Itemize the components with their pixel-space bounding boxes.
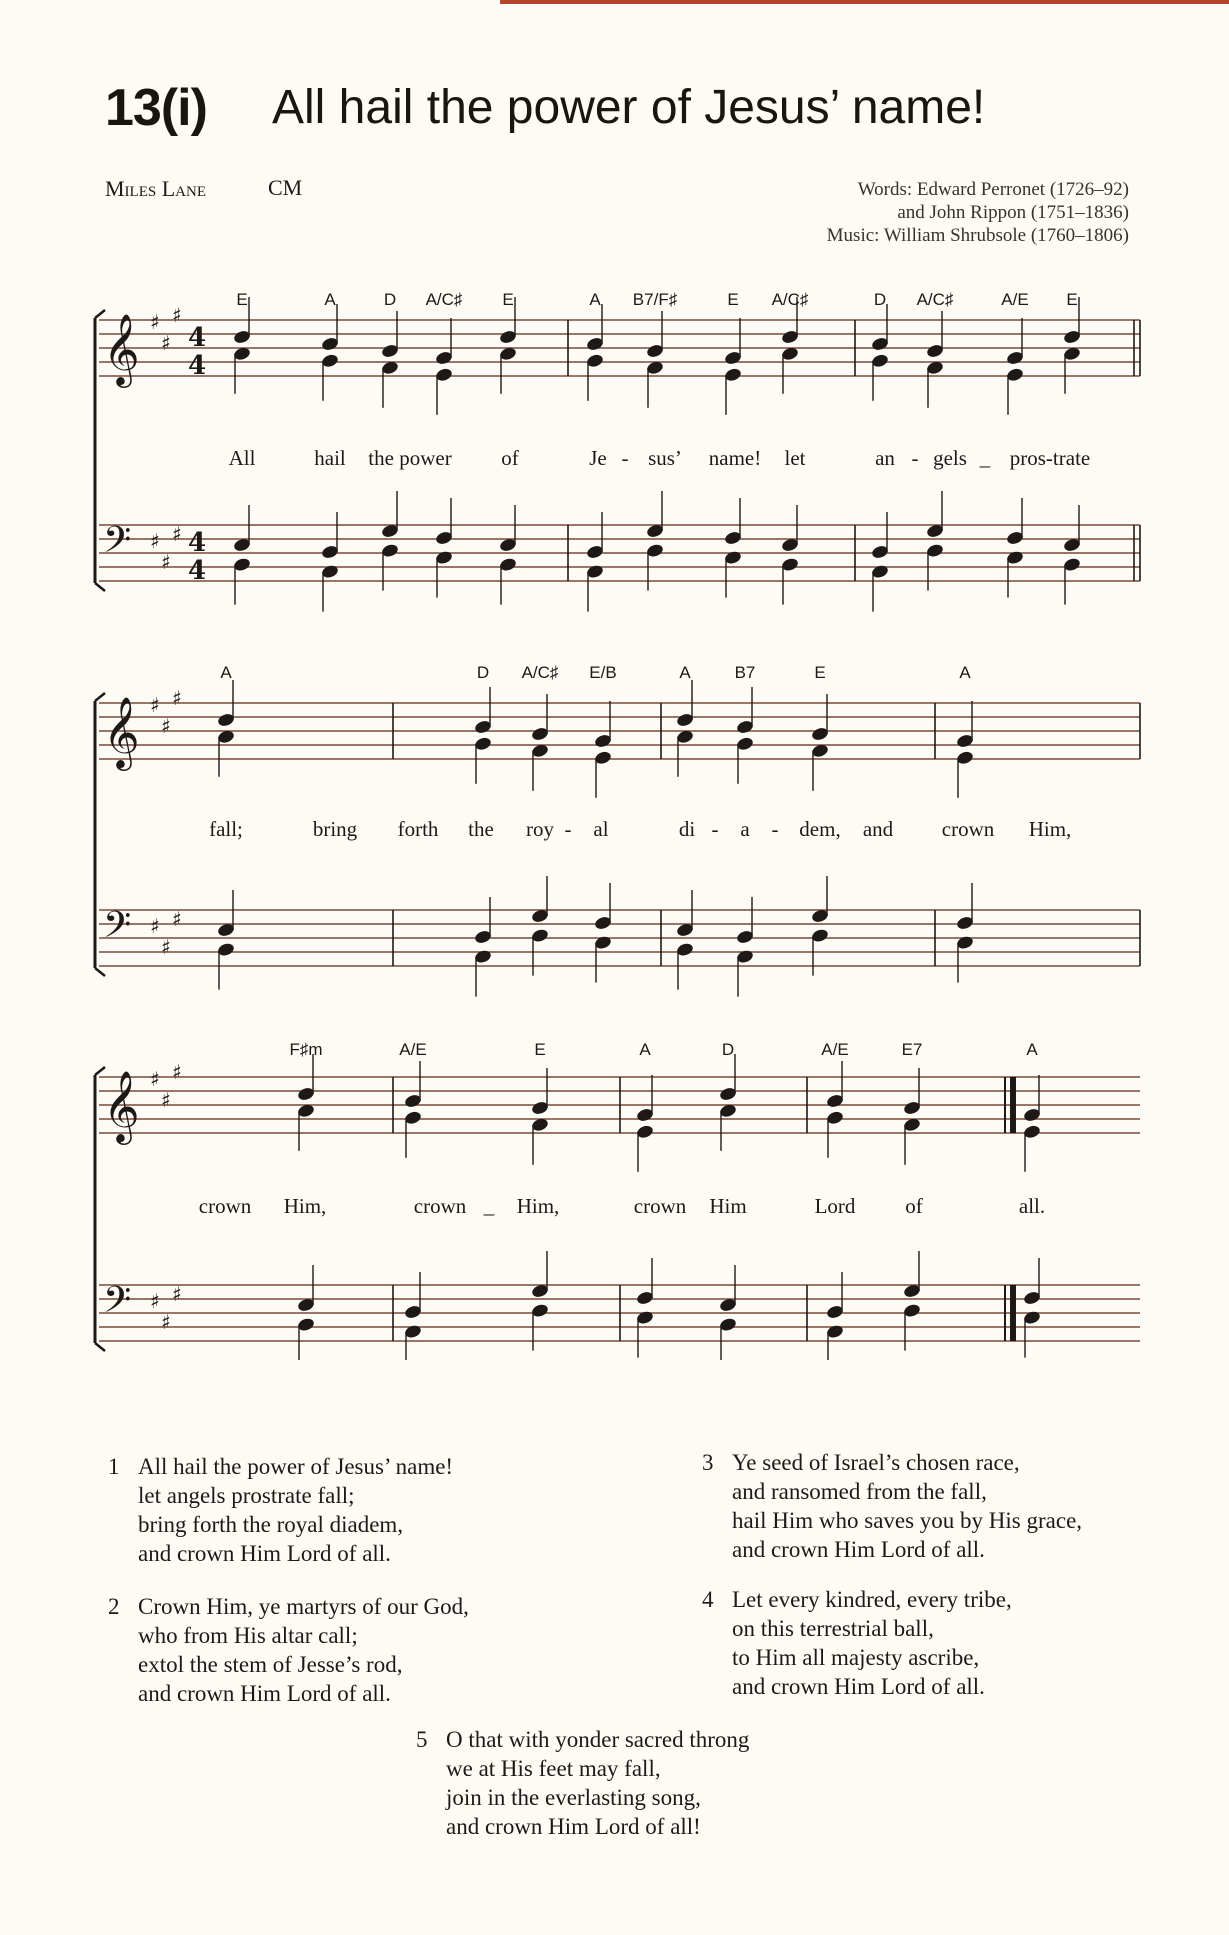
verse-line: extol the stem of Jesse’s rod, bbox=[138, 1652, 403, 1677]
lyric-syllable: crown bbox=[198, 1194, 252, 1218]
sharp-icon: ♯ bbox=[161, 714, 171, 738]
chord-symbol: E bbox=[1066, 290, 1078, 309]
lyric-syllable: an bbox=[875, 446, 895, 470]
chord-symbol: A/C♯ bbox=[521, 663, 559, 682]
verse-line: and crown Him Lord of all! bbox=[446, 1814, 701, 1839]
verse-number: 1 bbox=[108, 1454, 120, 1479]
chord-symbol: E/B bbox=[589, 663, 617, 682]
sharp-icon: ♯ bbox=[161, 331, 171, 355]
lyric-syllable: sus’ bbox=[648, 446, 682, 470]
chord-symbol: D bbox=[383, 290, 397, 309]
verse-4 bbox=[702, 1585, 1012, 1701]
treble-staff bbox=[99, 1060, 1140, 1145]
sharp-icon: ♯ bbox=[150, 914, 160, 938]
lyric-syllable: name! bbox=[708, 446, 762, 470]
chord-symbol: A/E bbox=[399, 1040, 427, 1059]
bass-clef-icon: 𝄢 bbox=[103, 904, 132, 955]
verse-number: 5 bbox=[416, 1727, 428, 1752]
chord-symbol: E bbox=[236, 290, 248, 309]
lyric-syllable: Je bbox=[589, 446, 607, 470]
verse-line: Ye seed of Israel’s chosen race, bbox=[732, 1450, 1020, 1475]
chord-symbol: B7/F♯ bbox=[632, 290, 678, 309]
bass-staff bbox=[99, 519, 1140, 586]
verse-line: on this terrestrial ball, bbox=[732, 1616, 934, 1641]
credit-line: Music: William Shrubsole (1760–1806) bbox=[826, 225, 1129, 246]
verse-line: and crown Him Lord of all. bbox=[138, 1541, 391, 1566]
verse-line: we at His feet may fall, bbox=[446, 1756, 661, 1781]
time-signature-bottom: 4 bbox=[188, 351, 207, 381]
lyric-syllable: of bbox=[905, 1194, 923, 1218]
chord-symbol: E bbox=[814, 663, 826, 682]
chord-symbol: A bbox=[324, 290, 336, 309]
tune-name: Miles Lane bbox=[105, 176, 206, 201]
system-bracket-hook bbox=[95, 1343, 105, 1351]
lyric-syllable: the power bbox=[368, 446, 452, 470]
time-signature-top: 4 bbox=[188, 528, 207, 558]
verse-line: and crown Him Lord of all. bbox=[138, 1681, 391, 1706]
sharp-icon: ♯ bbox=[150, 1289, 160, 1313]
verse-line: All hail the power of Jesus’ name! bbox=[138, 1454, 454, 1479]
lyric-syllable: - bbox=[711, 817, 719, 841]
chord-symbol: A/E bbox=[821, 1040, 849, 1059]
lyric-syllable: crown bbox=[413, 1194, 467, 1218]
verse-number: 4 bbox=[702, 1587, 714, 1612]
lyric-syllable: a bbox=[740, 817, 750, 841]
lyric-syllable: all. bbox=[1018, 1194, 1046, 1218]
lyric-syllable: _ bbox=[979, 446, 991, 470]
lyric-syllable: Him, bbox=[516, 1194, 560, 1218]
system-3 bbox=[95, 1054, 1140, 1360]
chord-symbol: A bbox=[959, 663, 971, 682]
chord-symbol: A/C♯ bbox=[916, 290, 954, 309]
sharp-icon: ♯ bbox=[150, 1067, 160, 1091]
bass-staff bbox=[99, 1279, 1140, 1341]
chord-symbol: E bbox=[727, 290, 739, 309]
lyric-syllable: Lord bbox=[814, 1194, 856, 1218]
lyric-syllable: of bbox=[501, 446, 519, 470]
lyric-syllable: crown bbox=[941, 817, 995, 841]
final-barline bbox=[1010, 1285, 1016, 1341]
time-signature-top: 4 bbox=[188, 323, 207, 353]
chord-symbol: A bbox=[639, 1040, 651, 1059]
verse-3 bbox=[702, 1448, 1083, 1564]
verse-line: Crown Him, ye martyrs of our God, bbox=[138, 1594, 469, 1619]
verse-line: join in the everlasting song, bbox=[446, 1785, 701, 1810]
bass-staff bbox=[99, 904, 1140, 966]
chord-symbol: E bbox=[502, 290, 514, 309]
verse-line: Let every kindred, every tribe, bbox=[732, 1587, 1012, 1612]
lyric-syllable: bring bbox=[312, 817, 358, 841]
lyric-syllable: roy bbox=[526, 817, 554, 841]
lyric-syllable: - bbox=[564, 817, 572, 841]
lyric-syllable: All bbox=[228, 446, 256, 470]
hymn-number: 13(i) bbox=[105, 79, 207, 137]
time-signature-bottom: 4 bbox=[188, 556, 207, 586]
lyric-syllable: _ bbox=[483, 1194, 495, 1218]
lyric-syllable: - bbox=[621, 446, 629, 470]
chord-symbol: E7 bbox=[901, 1040, 923, 1059]
sharp-icon: ♯ bbox=[172, 522, 182, 546]
sharp-icon: ♯ bbox=[172, 1282, 182, 1306]
lyric-syllable: fall; bbox=[209, 817, 243, 841]
system-bracket-hook bbox=[95, 583, 105, 591]
chord-symbol: A/C♯ bbox=[425, 290, 463, 309]
verse-2 bbox=[108, 1592, 469, 1708]
sharp-icon: ♯ bbox=[172, 303, 182, 327]
chord-symbol: A bbox=[679, 663, 691, 682]
credit-line: Words: Edward Perronet (1726–92) bbox=[857, 179, 1129, 200]
verse-number: 3 bbox=[702, 1450, 714, 1475]
sharp-icon: ♯ bbox=[150, 693, 160, 717]
chord-symbol: D bbox=[476, 663, 490, 682]
sharp-icon: ♯ bbox=[161, 935, 171, 959]
hymn-title: All hail the power of Jesus’ name! bbox=[272, 81, 986, 134]
lyric-syllable: Him, bbox=[283, 1194, 327, 1218]
chord-symbol: A bbox=[589, 290, 601, 309]
system-bracket-hook bbox=[95, 968, 105, 976]
lyric-syllable: Him bbox=[709, 1194, 747, 1218]
lyric-syllable: dem, bbox=[799, 817, 841, 841]
lyric-syllable: hail bbox=[314, 446, 346, 470]
chord-symbol: D bbox=[873, 290, 887, 309]
bass-clef-icon: 𝄢 bbox=[103, 1279, 132, 1330]
verse-line: to Him all majesty ascribe, bbox=[732, 1645, 980, 1670]
verse-line: and crown Him Lord of all. bbox=[732, 1674, 985, 1699]
lyric-syllable: pros-trate bbox=[1009, 446, 1091, 470]
verse-1 bbox=[108, 1452, 454, 1568]
chord-symbol: D bbox=[721, 1040, 735, 1059]
chord-symbol: A/E bbox=[1001, 290, 1029, 309]
treble-clef-icon: 𝄞 bbox=[103, 695, 140, 768]
chord-symbol: E bbox=[534, 1040, 546, 1059]
sharp-icon: ♯ bbox=[161, 550, 171, 574]
sharp-icon: ♯ bbox=[172, 1060, 182, 1084]
verse-line: and ransomed from the fall, bbox=[732, 1479, 987, 1504]
lyric-syllable: crown bbox=[633, 1194, 687, 1218]
verse-line: O that with yonder sacred throng bbox=[446, 1727, 750, 1752]
lyric-syllable: - bbox=[771, 817, 779, 841]
treble-staff bbox=[99, 303, 1140, 388]
verse-line: bring forth the royal diadem, bbox=[138, 1512, 404, 1537]
verse-number: 2 bbox=[108, 1594, 120, 1619]
treble-clef-icon: 𝄞 bbox=[103, 312, 140, 385]
sharp-icon: ♯ bbox=[172, 686, 182, 710]
verse-5 bbox=[416, 1725, 750, 1841]
lyric-syllable: - bbox=[911, 446, 919, 470]
treble-staff bbox=[99, 686, 1140, 771]
sharp-icon: ♯ bbox=[161, 1310, 171, 1334]
lyric-syllable: forth bbox=[397, 817, 439, 841]
sharp-icon: ♯ bbox=[150, 529, 160, 553]
verse-line: let angels prostrate fall; bbox=[138, 1483, 355, 1508]
lyric-syllable: and bbox=[862, 817, 894, 841]
credit-line: and John Rippon (1751–1836) bbox=[897, 202, 1129, 223]
metre: CM bbox=[268, 175, 303, 200]
verse-line: who from His altar call; bbox=[138, 1623, 358, 1648]
chord-symbol: B7 bbox=[734, 663, 756, 682]
final-barline bbox=[1010, 1077, 1016, 1133]
chord-symbol: A bbox=[220, 663, 232, 682]
treble-clef-icon: 𝄞 bbox=[103, 1069, 140, 1142]
chord-symbol: A bbox=[1026, 1040, 1038, 1059]
lyric-syllable: Him, bbox=[1028, 817, 1072, 841]
lyric-syllable: di bbox=[678, 817, 696, 841]
chord-symbol: A/C♯ bbox=[771, 290, 809, 309]
verse-line: and crown Him Lord of all. bbox=[732, 1537, 985, 1562]
verse-line: hail Him who saves you by His grace, bbox=[732, 1508, 1083, 1533]
bass-clef-icon: 𝄢 bbox=[103, 519, 132, 570]
sharp-icon: ♯ bbox=[150, 310, 160, 334]
sharp-icon: ♯ bbox=[161, 1088, 171, 1112]
lyric-syllable: gels bbox=[933, 446, 967, 470]
chord-symbol: F♯m bbox=[289, 1040, 323, 1059]
lyric-syllable: let bbox=[784, 446, 806, 470]
sharp-icon: ♯ bbox=[172, 907, 182, 931]
lyric-syllable: the bbox=[468, 817, 494, 841]
lyric-syllable: al bbox=[593, 817, 609, 841]
